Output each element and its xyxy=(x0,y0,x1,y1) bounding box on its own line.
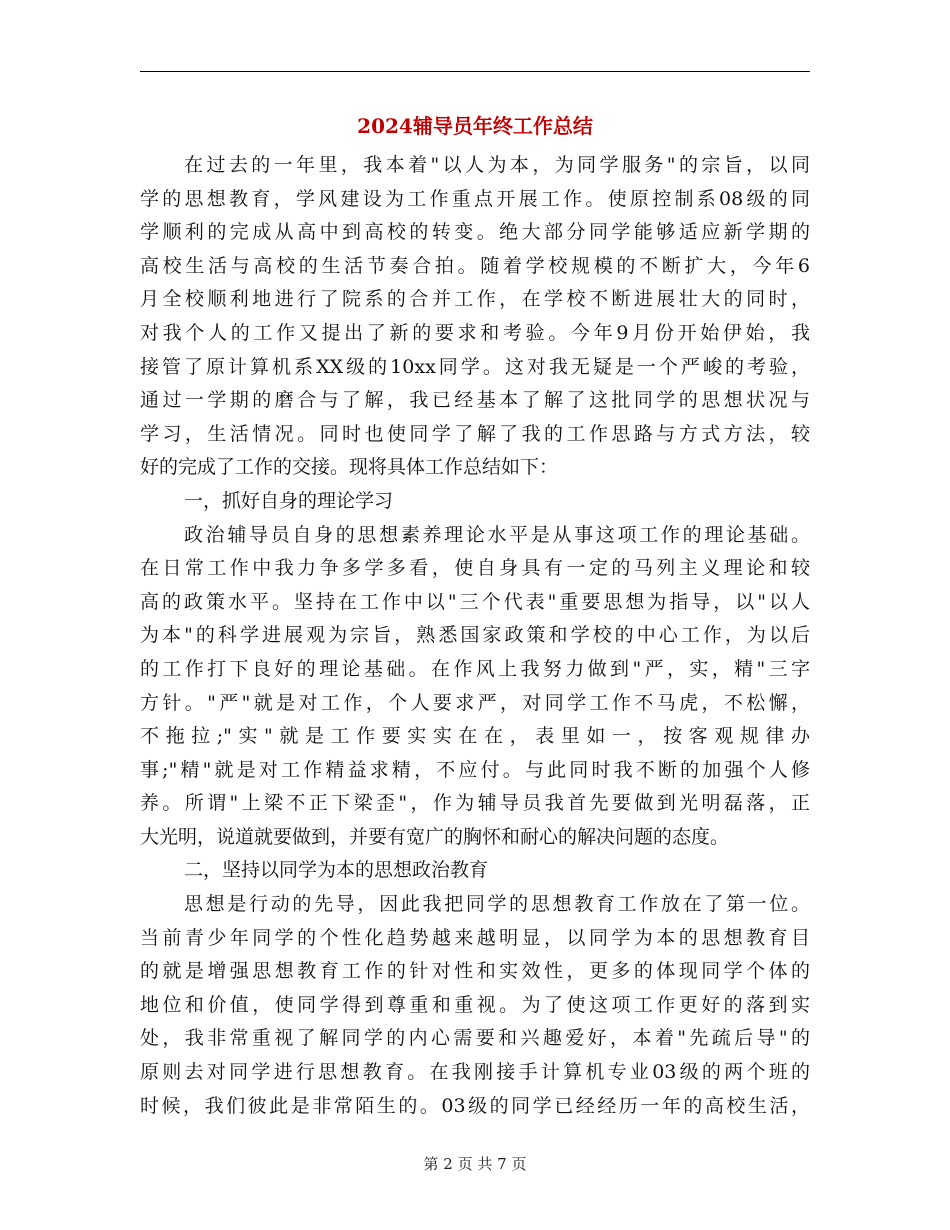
body-text-line: 原则去对同学进行思想教育。在我刚接手计算机专业03级的两个班的 xyxy=(140,1061,810,1084)
body-text-line: 月全校顺利地进行了院系的合并工作，在学校不断进展壮大的同时， xyxy=(140,288,810,311)
body-text-line: 一，抓好自身的理论学习 xyxy=(184,489,394,512)
body-text-line: 为本"的科学进展观为宗旨，熟悉国家政策和学校的中心工作，为以后 xyxy=(140,624,810,647)
body-text-line: 养。所谓"上梁不正下梁歪"，作为辅导员我首先要做到光明磊落，正 xyxy=(140,792,810,815)
body-text-line: 方针。"严"就是对工作，个人要求严，对同学工作不马虎，不松懈， xyxy=(140,691,810,714)
document-body xyxy=(140,149,810,1123)
body-text-line: 当前青少年同学的个性化趋势越来越明显，以同学为本的思想教育目 xyxy=(140,926,810,949)
body-text-line: 高校生活与高校的生活节奏合拍。随着学校规模的不断扩大，今年6 xyxy=(140,254,810,277)
page-number: 第 2 页 共 7 页 xyxy=(423,1155,527,1173)
body-text-line: 学习，生活情况。同时也使同学了解了我的工作思路与方式方法，较 xyxy=(140,422,810,445)
body-text-line: 学的思想教育，学风建设为工作重点开展工作。使原控制系08级的同 xyxy=(140,187,810,210)
body-text-line: 好的完成了工作的交接。现将具体工作总结如下： xyxy=(140,456,559,479)
document-title: 2024辅导员年终工作总结 xyxy=(357,114,593,138)
body-text-line: 地位和价值，使同学得到尊重和重视。为了使这项工作更好的落到实 xyxy=(140,993,810,1016)
body-text-line: 的工作打下良好的理论基础。在作风上我努力做到"严，实，精"三字 xyxy=(140,657,810,680)
body-text-line: 在过去的一年里，我本着"以人为本，为同学服务"的宗旨，以同 xyxy=(184,154,810,176)
body-text-line: 政治辅导员自身的思想素养理论水平是从事这项工作的理论基础。 xyxy=(184,523,810,546)
body-text-line: 学顺利的完成从高中到高校的转变。绝大部分同学能够适应新学期的 xyxy=(140,221,810,244)
body-text-line: 通过一学期的磨合与了解，我已经基本了解了这批同学的思想状况与 xyxy=(140,389,810,412)
body-text-line: 时候，我们彼此是非常陌生的。03级的同学已经经历一年的高校生活， xyxy=(140,1094,810,1117)
body-text-line: 处，我非常重视了解同学的内心需要和兴趣爱好，本着"先疏后导"的 xyxy=(140,1027,810,1050)
body-text-line: 二，坚持以同学为本的思想政治教育 xyxy=(184,859,489,882)
body-text-line: 不拖拉;"实"就是工作要实实在在，表里如一，按客观规律办 xyxy=(140,725,810,748)
header-rule xyxy=(140,71,810,72)
body-text-line: 的就是增强思想教育工作的针对性和实效性，更多的体现同学个体的 xyxy=(140,960,810,983)
body-text-line: 高的政策水平。坚持在工作中以"三个代表"重要思想为指导，以"以人 xyxy=(140,590,810,613)
body-text-line: 在日常工作中我力争多学多看，使自身具有一定的马列主义理论和较 xyxy=(140,557,810,580)
body-text-line: 事;"精"就是对工作精益求精，不应付。与此同时我不断的加强个人修 xyxy=(140,758,810,781)
body-text-line: 对我个人的工作又提出了新的要求和考验。今年9月份开始伊始，我 xyxy=(140,321,810,344)
body-text-line: 大光明，说道就要做到，并要有宽广的胸怀和耐心的解决问题的态度。 xyxy=(140,825,730,848)
body-text-line: 接管了原计算机系XX级的10xx同学。这对我无疑是一个严峻的考验， xyxy=(140,355,810,378)
body-text-line: 思想是行动的先导，因此我把同学的思想教育工作放在了第一位。 xyxy=(184,893,810,916)
